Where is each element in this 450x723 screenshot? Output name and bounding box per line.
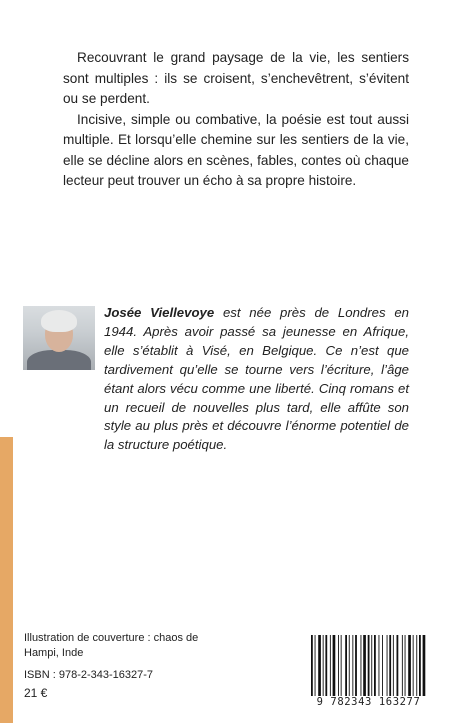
barcode-bar (374, 635, 376, 699)
barcode-bar (397, 635, 399, 699)
barcode-bar (405, 635, 406, 699)
barcode-bar (402, 635, 403, 699)
barcode-bar (355, 635, 357, 699)
author-bio-text: est née près de Londres en 1944. Après avoir passé sa jeunesse en Afrique, elle s’établit à Visé, en Belgique. Ce n’est que tardivement qu’elle se tourne vers l’écriture, l’âge étant alors vécu comme une liberté. Cinq romans et un recueil de nouvelles plus tard, elle affûte son style au plus près et découvre l’énorme potentiel de la structure poétique. (104, 305, 409, 453)
barcode-bar (333, 635, 336, 699)
barcode-bar (352, 635, 353, 699)
barcode-bar (341, 635, 342, 699)
barcode-bar (311, 635, 313, 699)
barcode-bar (393, 635, 394, 699)
barcode-bar (371, 635, 372, 699)
barcode-bar (379, 635, 380, 699)
barcode (307, 635, 430, 709)
back-cover-blurb (63, 48, 409, 192)
isbn-number: ISBN : 978-2-343-16327-7 (24, 669, 154, 681)
barcode-bar (363, 635, 366, 699)
barcode-bar (413, 635, 414, 699)
barcode-bar (315, 635, 316, 699)
blurb-paragraph-1: Recouvrant le grand paysage de la vie, les sentiers sont multiples : ils se croisent, s’enchevêtrent, s’évitent ou se perdent. (63, 50, 409, 106)
barcode-bar (389, 635, 391, 699)
barcode-bar (419, 635, 421, 699)
barcode-bar (330, 635, 331, 699)
accent-side-bar (0, 437, 13, 723)
price: 21 € (24, 686, 48, 700)
barcode-bar (318, 635, 321, 699)
cover-illustration-credit: Illustration de couverture : chaos de Hampi, Inde (24, 632, 199, 659)
barcode-bar (338, 635, 339, 699)
blurb-paragraph-2: Incisive, simple ou combative, la poésie est tout aussi multiple. Et lorsqu’elle chemine sur les sentiers de la vie, elle se décline alors en scènes, fables, contes où chaque lecteur peut trouver un écho à sa propre histoire. (63, 111, 409, 188)
barcode-bar (408, 635, 411, 699)
barcode-bars (307, 635, 430, 699)
barcode-bar (368, 635, 370, 699)
barcode-bar (416, 635, 417, 699)
barcode-bar (387, 635, 388, 699)
barcode-bar (323, 635, 324, 699)
barcode-bar (361, 635, 362, 699)
barcode-bar (382, 635, 383, 699)
barcode-digits: 9 782343 163277 (307, 696, 430, 708)
barcode-bar (423, 635, 426, 699)
author-bio (104, 304, 409, 455)
barcode-bar (325, 635, 327, 699)
author-photo (23, 306, 95, 370)
author-name: Josée Viellevoye (104, 305, 215, 320)
barcode-bar (345, 635, 347, 699)
barcode-bar (349, 635, 350, 699)
